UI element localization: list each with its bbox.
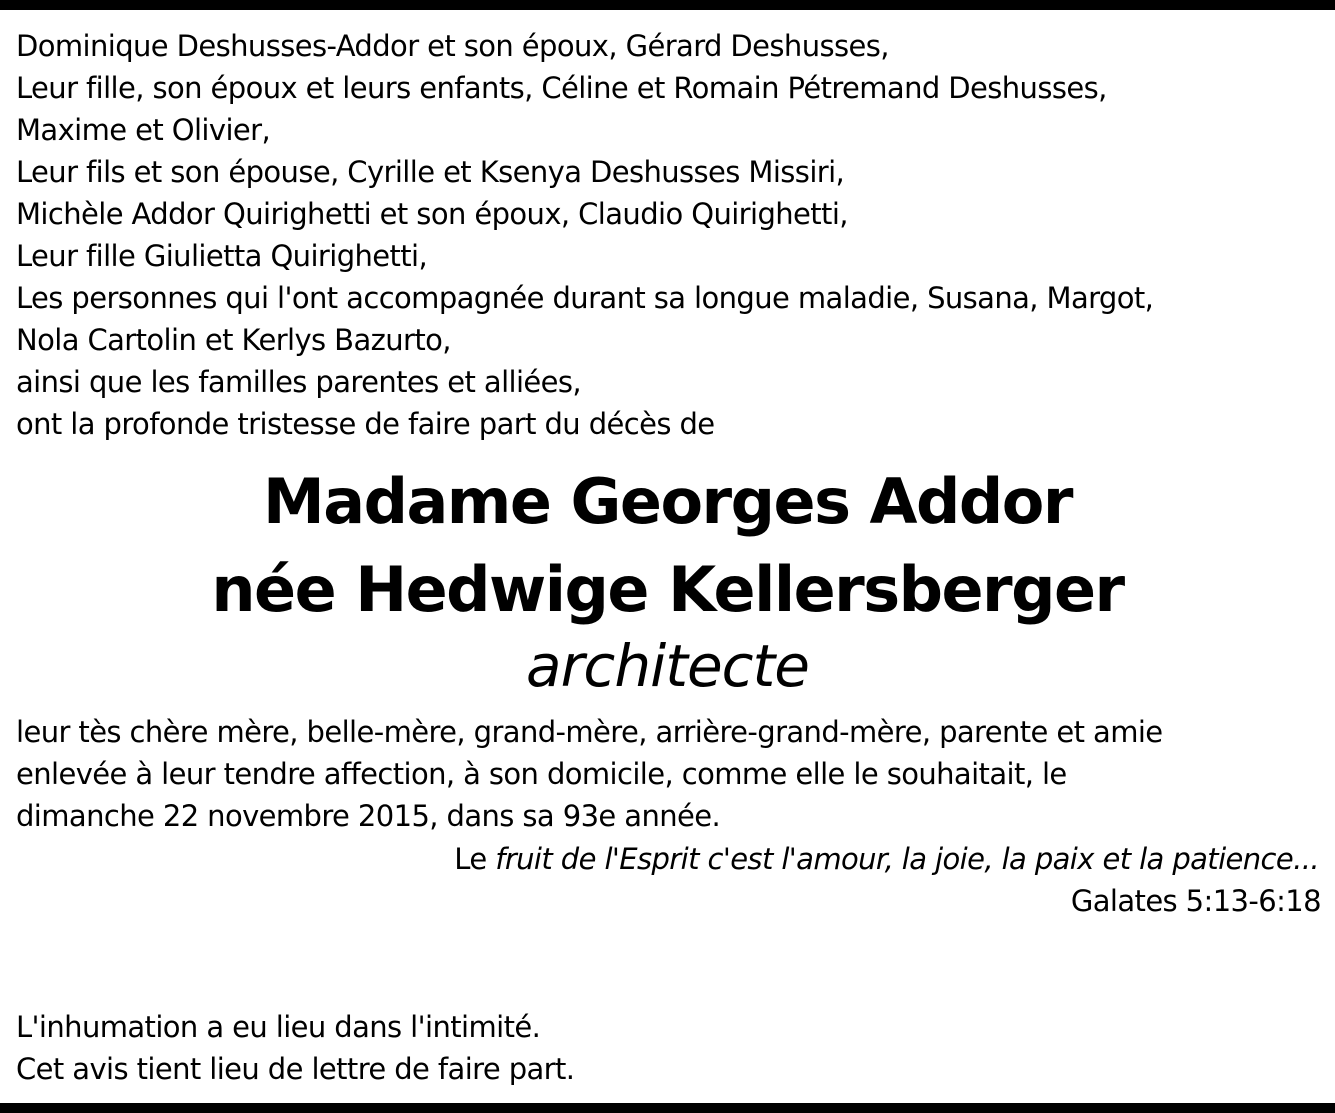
scripture-reference: Galates 5:13-6:18 <box>1070 884 1321 918</box>
mourners-line: Dominique Deshusses-Addor et son époux, Gérard Deshusses, <box>16 29 889 63</box>
mourners-line: ainsi que les familles parentes et alliées, <box>16 365 582 399</box>
closing-line: L'inhumation a eu lieu dans l'intimité. <box>16 1010 541 1044</box>
deceased-name: Madame Georges Addor <box>263 465 1072 538</box>
mourners-list <box>16 25 1326 445</box>
mourners-line: Leur fille, son époux et leurs enfants, Céline et Romain Pétremand Deshusses, <box>16 71 1107 105</box>
details-line: leur tès chère mère, belle-mère, grand-mère, arrière-grand-mère, parente et amie <box>16 715 1163 749</box>
scripture-quote <box>454 838 1319 880</box>
mourners-line: Maxime et Olivier, <box>16 113 271 147</box>
deceased-name-block <box>0 458 1335 704</box>
quote-text: fruit de l'Esprit c'est l'amour, la joie, la paix et la patience... <box>486 842 1319 876</box>
closing-notes <box>16 1006 1326 1090</box>
announcement-line: ont la profonde tristesse de faire part du décès de <box>16 407 715 441</box>
death-details <box>16 711 1326 837</box>
mourners-line: Michèle Addor Quirighetti et son époux, Claudio Quirighetti, <box>16 197 848 231</box>
top-border-rule <box>0 0 1335 10</box>
deceased-profession: architecte <box>526 632 809 700</box>
bottom-border-rule <box>0 1103 1335 1113</box>
mourners-line: Leur fille Giulietta Quirighetti, <box>16 239 428 273</box>
mourners-line: Les personnes qui l'ont accompagnée durant sa longue maladie, Susana, Margot, <box>16 281 1154 315</box>
mourners-line: Leur fils et son épouse, Cyrille et Ksenya Deshusses Missiri, <box>16 155 845 189</box>
mourners-line: Nola Cartolin et Kerlys Bazurto, <box>16 323 451 357</box>
details-line: dimanche 22 novembre 2015, dans sa 93e année. <box>16 799 721 833</box>
quote-lead: Le <box>454 842 487 876</box>
details-line: enlevée à leur tendre affection, à son domicile, comme elle le souhaitait, le <box>16 757 1067 791</box>
deceased-maiden-name: née Hedwige Kellersberger <box>211 553 1124 626</box>
closing-line: Cet avis tient lieu de lettre de faire part. <box>16 1052 575 1086</box>
